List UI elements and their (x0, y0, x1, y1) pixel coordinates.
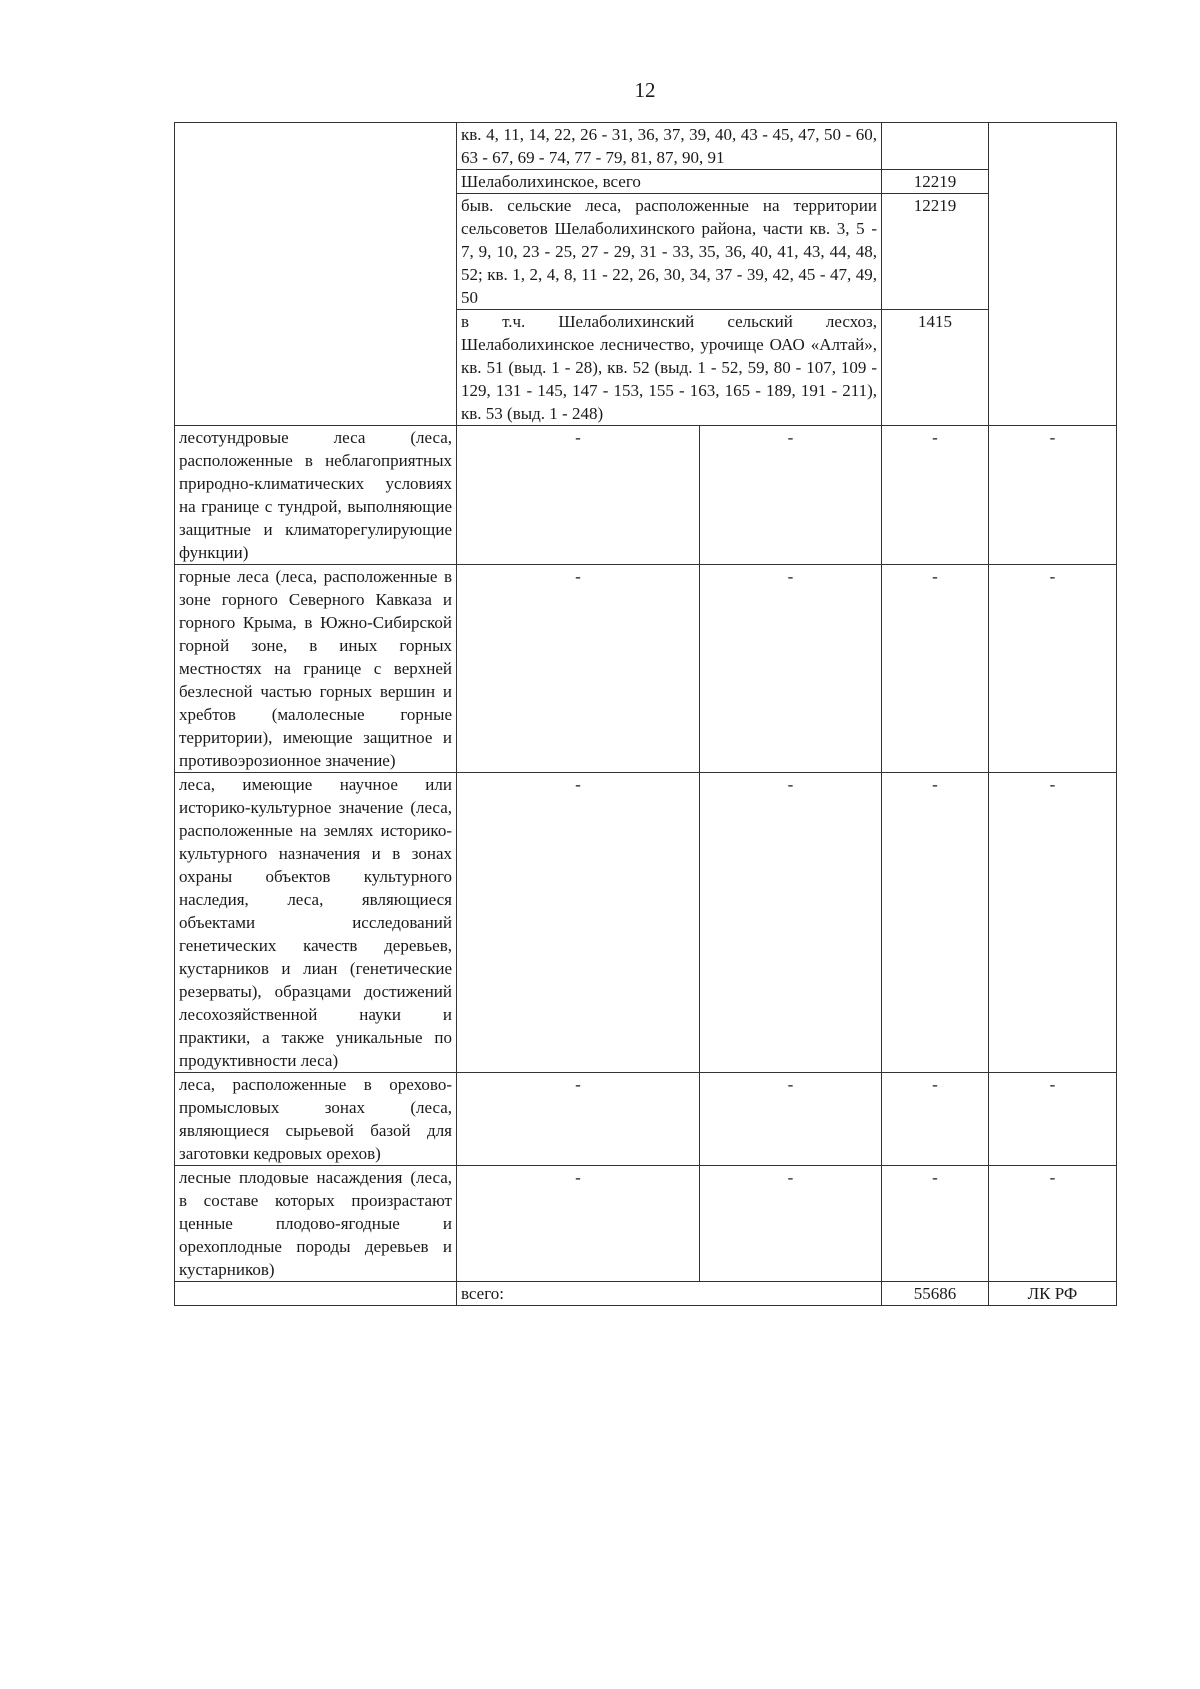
dash-cell: - (700, 1166, 882, 1282)
dash-cell: - (700, 426, 882, 565)
table-row (175, 565, 1117, 773)
table-row (175, 1073, 1117, 1166)
dash-cell: - (882, 1073, 989, 1166)
incl-area: 1415 (882, 310, 989, 426)
category-label: лесные плодовые насаждения (леса, в составе которых произрастают ценные плодово-ягодные и орехоплодные породы деревьев и кустарников) (175, 1166, 457, 1282)
dash-cell: - (457, 1166, 700, 1282)
category-label: леса, расположенные в орехово-промысловых зонах (леса, являющиеся сырьевой базой для заготовки кедровых орехов) (175, 1073, 457, 1166)
dash-cell: - (989, 426, 1117, 565)
page-number: 12 (634, 78, 656, 102)
forest-category-table (174, 122, 1117, 1306)
total-row (175, 1282, 1117, 1306)
dash-cell: - (989, 1073, 1117, 1166)
dash-cell: - (700, 565, 882, 773)
dash-cell: - (457, 565, 700, 773)
empty-category-cell (175, 123, 457, 426)
dash-cell: - (457, 1073, 700, 1166)
former-rural-desc: быв. сельские леса, расположенные на территории сельсоветов Шелаболихинского района, части кв. 3, 5 - 7, 9, 10, 23 - 25, 27 - 29, 31 - 33, 35, 36, 40, 41, 43, 44, 48, 52; кв. 1, 2, 4, 8, 11 - 22, 26, 30, 34, 37 - 39, 42, 45 - 47, 49, 50 (457, 194, 882, 310)
incl-desc: в т.ч. Шелаболихинский сельский лесхоз, Шелаболихинское лесничество, урочище ОАО «Алтай», кв. 51 (выд. 1 - 28), кв. 52 (выд. 1 - 52, 59, 80 - 107, 109 - 129, 131 - 145, 147 - 153, 155 - 163, 165 - 189, 191 - 211), кв. 53 (выд. 1 - 248) (457, 310, 882, 426)
dash-cell: - (882, 565, 989, 773)
table-row (175, 426, 1117, 565)
district-total-label: Шелаболихинское, всего (457, 170, 882, 194)
dash-cell: - (989, 773, 1117, 1073)
table-row (175, 773, 1117, 1073)
dash-cell: - (882, 773, 989, 1073)
dash-cell: - (989, 565, 1117, 773)
category-label: леса, имеющие научное или историко-культурное значение (леса, расположенные на землях историко-культурного назначения и в зонах охраны объектов культурного наследия, леса, являющиеся объектами исследований генетических качеств деревьев, кустарников и лиан (генетические резерваты), образцами достижений лесохозяйственной науки и практики, а также уникальные по продуктивности леса) (175, 773, 457, 1073)
total-basis: ЛК РФ (989, 1282, 1117, 1306)
category-label: горные леса (леса, расположенные в зоне горного Северного Кавказа и горного Крыма, в Южно-Сибирской горной зоне, в иных горных местностях на границе с верхней безлесной частью горных вершин и хребтов (малолесные горные территории), имеющие защитное и противоэрозионное значение) (175, 565, 457, 773)
dash-cell: - (700, 773, 882, 1073)
dash-cell: - (882, 426, 989, 565)
dash-cell: - (700, 1073, 882, 1166)
quarters-cell: кв. 4, 11, 14, 22, 26 - 31, 36, 37, 39, 40, 43 - 45, 47, 50 - 60, 63 - 67, 69 - 74, 77 - 79, 81, 87, 90, 91 (457, 123, 882, 170)
dash-cell: - (989, 1166, 1117, 1282)
table-row (175, 1166, 1117, 1282)
empty-area-cell (882, 123, 989, 170)
total-label: всего: (457, 1282, 882, 1306)
dash-cell: - (457, 426, 700, 565)
former-rural-area: 12219 (882, 194, 989, 310)
table-row (175, 123, 1117, 170)
category-label: лесотундровые леса (леса, расположенные в неблагоприятных природно-климатических условиях на границе с тундрой, выполняющие защитные и климаторегулирующие функции) (175, 426, 457, 565)
district-total-area: 12219 (882, 170, 989, 194)
empty-total-category-cell (175, 1282, 457, 1306)
dash-cell: - (882, 1166, 989, 1282)
total-area: 55686 (882, 1282, 989, 1306)
empty-basis-cell (989, 123, 1117, 426)
dash-cell: - (457, 773, 700, 1073)
